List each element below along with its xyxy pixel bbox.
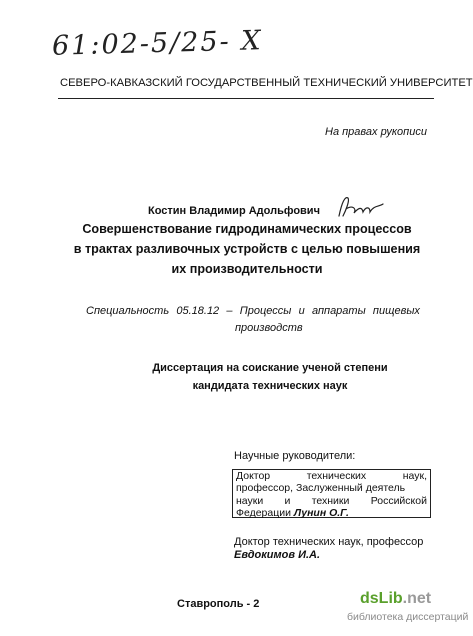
supervisor-1-name: Лунин О.Г. [293,506,349,519]
manuscript-rights-note: На правах рукописи [325,126,427,138]
word: технических [306,470,367,482]
title-line: Совершенствование гидродинамических процессов [82,222,412,236]
specialty-word: Специальность [86,305,170,317]
supervisor-1-box [232,469,431,518]
specialty-word: и [298,305,305,317]
word: Федерации [236,506,291,519]
title-line: их производительности [171,262,323,276]
word: техники [311,494,350,507]
header-rule [58,98,434,99]
author-name: Костин Владимир Адольфович [148,205,320,217]
supervisor-2-title: Доктор технических наук, профессор [234,536,424,548]
supervisor-1-line [236,470,427,482]
degree-line: Диссертация на соискание ученой степени [152,362,388,374]
specialty-word: – [226,305,233,317]
specialty-word: аппараты [311,305,366,317]
university-name: СЕВЕРО-КАВКАЗСКИЙ ГОСУДАРСТВЕННЫЙ ТЕХНИЧЕСКИЙ УНИВЕРСИТЕТ [60,77,473,89]
word: науки [236,494,264,507]
specialty-line [86,305,420,317]
degree-statement [100,359,440,395]
specialty-line-2: производств [235,322,303,334]
watermark-logo [360,590,431,608]
author-signature [336,192,386,222]
supervisor-1-line [236,495,427,507]
degree-line: кандидата технических наук [192,380,348,392]
supervisor-2-name: Евдокимов И.А. [234,549,321,561]
watermark-logo-gray: .net [402,590,432,607]
specialty-word: 05.18.12 [176,305,220,317]
city-year: Ставрополь - 2 [177,598,260,610]
watermark-logo-green: dsLib [360,590,403,607]
supervisor-1-line: профессор, Заслуженный деятель [236,482,406,495]
watermark-subtitle: библиотека диссертаций [347,611,469,623]
specialty-word: пищевых [372,305,420,317]
title-line: в трактах разливочных устройств с целью повышения [73,242,421,256]
supervisors-label: Научные руководители: [234,450,356,462]
dissertation-title [50,219,444,279]
word: наук, [402,470,427,482]
word: и [284,494,291,507]
supervisor-1-line [236,507,427,519]
word: Доктор [236,470,271,482]
handwritten-archive-code: 61:02-5/25- X [51,25,263,62]
word: Российской [370,494,427,507]
specialty-word: Процессы [239,305,292,317]
